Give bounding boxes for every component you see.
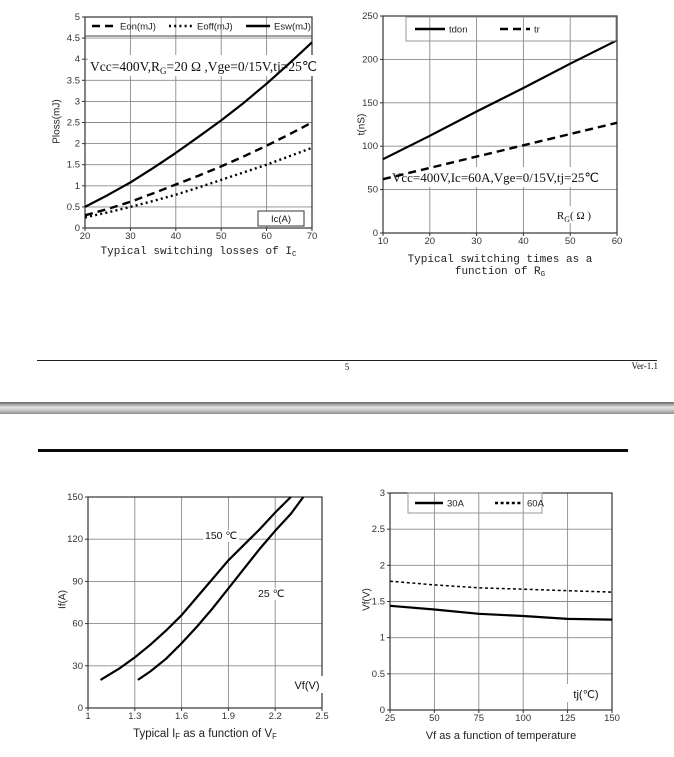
svg-text:10: 10 (377, 236, 389, 247)
svg-text:90: 90 (72, 576, 83, 588)
svg-text:50: 50 (564, 236, 576, 247)
svg-text:30: 30 (471, 236, 482, 247)
chart-title: Typical switching losses of $I_C$ (100, 246, 297, 259)
svg-text:50: 50 (429, 713, 440, 724)
svg-text:4.5: 4.5 (66, 33, 80, 45)
svg-text:4: 4 (74, 54, 80, 66)
chart-canvas (30, 5, 340, 265)
svg-text:150: 150 (67, 492, 83, 503)
svg-text:150: 150 (604, 713, 620, 724)
svg-text:2: 2 (379, 560, 385, 572)
svg-text:1.5: 1.5 (66, 159, 80, 171)
svg-text:40: 40 (170, 231, 182, 242)
svg-text:Eoff(mJ): Eoff(mJ) (197, 21, 233, 33)
page2-header-rule (38, 449, 628, 452)
svg-text:2.5: 2.5 (66, 117, 80, 129)
svg-text:50: 50 (367, 184, 378, 196)
svg-text:125: 125 (559, 713, 576, 724)
svg-text:100: 100 (362, 141, 378, 153)
page-separator (0, 402, 674, 414)
chart-canvas (345, 5, 665, 280)
svg-text:20: 20 (79, 231, 91, 242)
svg-text:tdon: tdon (449, 24, 468, 36)
chart-title: Typical $I_F$ as a function of $V_F$ (133, 728, 277, 741)
svg-text:60: 60 (261, 231, 272, 242)
svg-text:0: 0 (74, 223, 80, 234)
page-footer-rule (37, 360, 657, 361)
chart-canvas (345, 480, 665, 757)
svg-text:0: 0 (77, 703, 83, 714)
version-label: Ver-1.1 (631, 361, 658, 371)
svg-text:60A: 60A (527, 498, 544, 510)
chart-title-line1: Typical switching times as a (407, 254, 593, 266)
svg-text:RG( Ω ): $R_G$( Ω ) (556, 210, 592, 224)
y-axis-label: Vf(V) (361, 588, 373, 611)
svg-text:0: 0 (379, 705, 385, 716)
svg-text:1.9: 1.9 (221, 711, 236, 722)
y-axis-label: If(A) (57, 590, 69, 609)
svg-text:1: 1 (74, 180, 80, 192)
svg-text:3: 3 (379, 488, 385, 499)
chart-title (383, 254, 617, 281)
svg-text:150: 150 (362, 97, 378, 109)
page-number: 5 (344, 362, 350, 372)
svg-text:50: 50 (215, 231, 227, 242)
svg-text:30: 30 (72, 660, 83, 672)
chart-canvas (35, 485, 340, 755)
series-label-25c: 25 ℃ (258, 588, 285, 600)
svg-text:200: 200 (362, 54, 378, 66)
svg-text:40: 40 (518, 236, 529, 247)
svg-text:1.3: 1.3 (128, 711, 142, 722)
svg-text:2.5: 2.5 (315, 711, 329, 722)
svg-text:100: 100 (515, 713, 532, 724)
svg-text:Vcc=400V,Ic=60A,Vge=0/15V,tj=2: Vcc=400V,Ic=60A,Vge=0/15V,tj=25℃ (392, 170, 600, 185)
svg-text:tj(℃): tj(℃) (573, 689, 599, 701)
svg-text:3: 3 (74, 96, 80, 108)
svg-text:0.5: 0.5 (371, 668, 385, 680)
chart-switching-losses (30, 5, 340, 265)
series-label-150c: 150 ℃ (205, 530, 238, 542)
y-axis-label: Ploss(mJ) (51, 99, 63, 144)
svg-text:120: 120 (67, 534, 83, 546)
svg-text:250: 250 (362, 11, 378, 22)
svg-text:60: 60 (611, 236, 623, 247)
svg-text:1.6: 1.6 (174, 711, 189, 722)
svg-text:Esw(mJ): Esw(mJ) (274, 21, 311, 33)
svg-text:20: 20 (424, 236, 436, 247)
svg-text:Vcc=400V,RG=20 Ω ,Vge=0/15V,tj: $Vcc=400V,R_G=20$ Ω ,Vge=0/15V,tj=25℃ (90, 59, 318, 76)
y-axis-label: t(nS) (356, 113, 368, 136)
svg-text:Vf(V): Vf(V) (294, 680, 320, 692)
svg-text:2.5: 2.5 (371, 524, 385, 536)
svg-text:0: 0 (372, 228, 378, 239)
svg-text:5: 5 (74, 12, 80, 23)
chart-switching-times (345, 5, 665, 280)
svg-text:1: 1 (379, 632, 385, 644)
svg-text:75: 75 (473, 713, 485, 724)
svg-text:60: 60 (72, 618, 83, 630)
chart-diode-forward (35, 485, 340, 755)
svg-text:3.5: 3.5 (66, 75, 80, 87)
svg-text:2: 2 (74, 138, 80, 150)
svg-text:30: 30 (125, 231, 136, 242)
svg-text:30A: 30A (447, 498, 464, 510)
svg-text:Ic(A): Ic(A) (270, 214, 292, 225)
svg-text:1: 1 (85, 711, 91, 722)
svg-text:2.2: 2.2 (268, 711, 282, 722)
chart-title: Vf as a function of temperature (425, 730, 577, 742)
svg-text:1.5: 1.5 (371, 596, 385, 608)
svg-text:25: 25 (384, 713, 396, 724)
chart-title-line2: function of $R_G$ (454, 266, 546, 279)
svg-text:0.5: 0.5 (66, 201, 80, 213)
chart-vf-temperature (345, 480, 665, 757)
svg-text:tr: tr (534, 24, 540, 36)
svg-text:Eon(mJ): Eon(mJ) (120, 21, 156, 33)
svg-text:70: 70 (306, 231, 318, 242)
